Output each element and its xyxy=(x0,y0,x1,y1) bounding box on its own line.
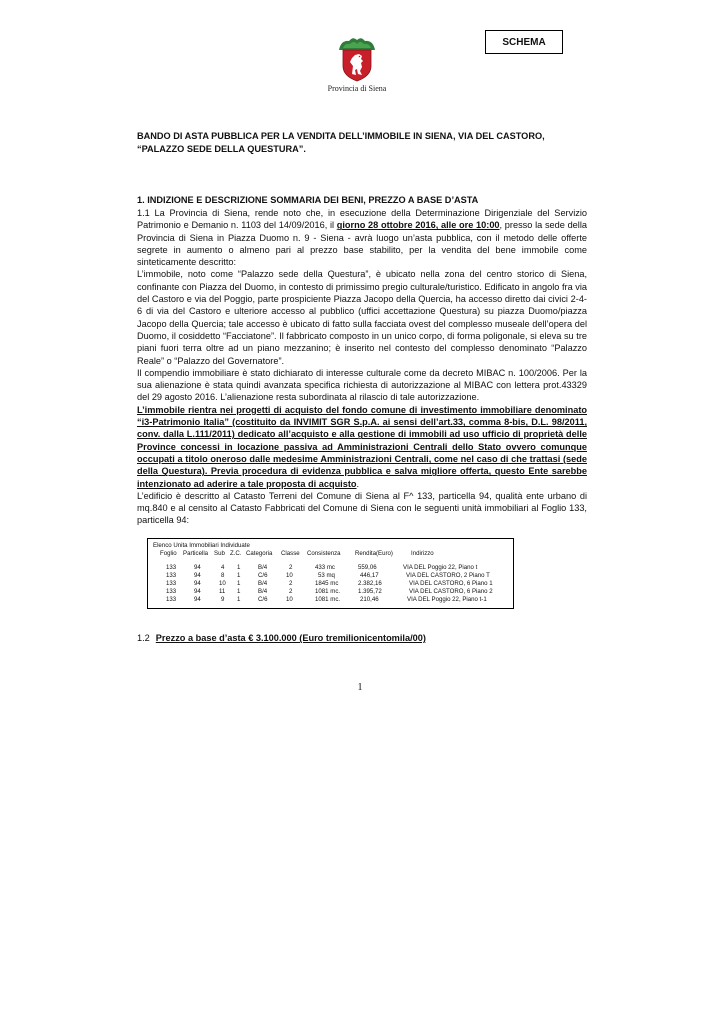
paragraph-catasto: L’edificio è descritto al Catasto Terreni del Comune di Siena al F^ 133, particella 94, qualità ente urbano di mq.840 e al censito al Catasto Fabbricati del Comune di Siena con le seguenti unità immobiliari al Foglio 133, particella 94: xyxy=(137,490,587,526)
table-cell: VIA DEL Poggio 22, Piano t-1 xyxy=(407,596,487,603)
table-cell: 1 xyxy=(237,572,241,579)
table-header-row xyxy=(148,550,513,558)
table-cell: VIA DEL CASTORO, 6 Piano 2 xyxy=(409,588,493,595)
table-cell: 10 xyxy=(286,572,293,579)
table-cell: 1 xyxy=(237,596,241,603)
table-row xyxy=(148,564,513,572)
base-price-value: Prezzo a base d’asta € 3.100.000 (Euro tremilionicentomila/00) xyxy=(155,633,426,643)
table-cell: 133 xyxy=(166,588,177,595)
table-header-cell: Consistenza xyxy=(307,550,341,557)
table-cell: 94 xyxy=(194,572,201,579)
table-cell: VIA DEL CASTORO, 2 Piano T xyxy=(406,572,490,579)
table-cell: 1 xyxy=(237,564,241,571)
table-cell: 2.382,16 xyxy=(358,580,382,587)
table-cell: 9 xyxy=(221,596,225,603)
table-cell: 10 xyxy=(286,596,293,603)
cadastral-table xyxy=(147,538,514,609)
table-cell: 11 xyxy=(219,588,226,595)
base-price-text xyxy=(137,633,426,643)
invimit-bold-text: L’immobile rientra nei progetti di acquisto del fondo comune di investimento immobiliare denominato “i3-Patrimonio Italia” (costituito da INVIMIT SGR S.p.A. ai sensi dell’art.33, comma 8-bis, D.L. 98/2011, conv. dalla L.111/2011) dedicato all’acquisto e alla gestione di immobili ad uso ufficio di proprietà delle Province concessi in locazione passiva ad Amministrazioni Centrali dello Stato ovvero comunque occupati a titolo oneroso dalle medesime Amministrazioni Centrali, come nel caso di che trattasi (sede della Questura). Previa procedura di evidenza pubblica e salva migliore offerta, questo Ente sarebbe intenzionato ad aderire a tale proposta di acquisto xyxy=(137,404,587,489)
table-cell: 94 xyxy=(194,564,201,571)
table-cell: C/6 xyxy=(258,596,268,603)
base-price-line xyxy=(137,633,587,643)
table-cell: 1 xyxy=(237,588,241,595)
table-cell: 1845 mc xyxy=(315,580,339,587)
p1-text-a: 1.1 La Provincia di Siena, rende noto che, in esecuzione della Determinazione Dirigenziale del Servizio Patrimonio e Demanio n. 1103 del 14/09/2016, il xyxy=(137,208,587,231)
table-header-cell: Classe xyxy=(281,550,300,557)
section-body xyxy=(137,207,587,527)
table-cell: C/6 xyxy=(258,572,268,579)
table-cell: 94 xyxy=(194,580,201,587)
logo-caption: Provincia di Siena xyxy=(327,84,387,93)
schema-label: SCHEMA xyxy=(485,30,563,54)
province-crest-logo xyxy=(335,36,379,82)
table-header-cell: Categoria xyxy=(246,550,273,557)
table-cell: 2 xyxy=(289,580,293,587)
table-cell: 2 xyxy=(289,564,293,571)
table-row xyxy=(148,572,513,580)
table-cell: 1081 mc. xyxy=(315,596,341,603)
table-cell: 1.395,72 xyxy=(358,588,382,595)
table-cell: 2 xyxy=(289,588,293,595)
table-cell: 133 xyxy=(166,596,177,603)
table-cell: VIA DEL CASTORO, 6 Piano 1 xyxy=(409,580,493,587)
table-cell: 446,17 xyxy=(360,572,379,579)
table-cell: 433 mc xyxy=(315,564,335,571)
paragraph-description: L’immobile, noto come “Palazzo sede della Questura”, è ubicato nella zona del centro storico di Siena, confinante con Piazza del Duomo, in contesto di primissimo pregio culturale/turistico. Edificato in angolo fra via del Castoro e via del Poggio, parte prospiciente Piazza Jacopo della Quercia, ha accesso diretto dai civici 2-4-6 di via del Castoro e ulteriore accesso al pubblico (uffici accettazione Questura) su piazza Duomo/piazza Jacopo della Quercia; tale accesso è ubicato di fatto sulla facciata ovest del complesso museale dell’opera del Duomo, il cosiddetto “Facciatone”. Il fabbricato composto in un unico corpo, di forma poligonale, si eleva su tre piani fuori terra oltre ad un piano mezzanino; è inserito nel contesto del complesso denominato “Palazzo Reale” o “Palazzo del Governatore”. xyxy=(137,269,587,366)
table-header-cell: Particella xyxy=(183,550,209,557)
table-header-cell: Indirizzo xyxy=(411,550,434,557)
table-row xyxy=(148,580,513,588)
table-header-cell: Z.C. xyxy=(230,550,242,557)
table-row xyxy=(148,588,513,596)
table-cell: B/4 xyxy=(258,588,268,595)
table-cell: 1081 mc. xyxy=(315,588,341,595)
table-cell: 559,06 xyxy=(358,564,377,571)
table-cell: B/4 xyxy=(258,564,268,571)
table-row xyxy=(148,596,513,604)
paragraph-1-1 xyxy=(137,207,587,268)
auction-date: giorno 28 ottobre 2016, alle ore 10:00 xyxy=(336,220,500,231)
table-header-cell: Foglio xyxy=(160,550,177,557)
table-cell: 1 xyxy=(237,580,241,587)
table-cell: 133 xyxy=(166,564,177,571)
table-cell: 94 xyxy=(194,588,201,595)
section-number: 1.2 xyxy=(137,633,150,643)
table-header-cell: Rendita(Euro) xyxy=(355,550,393,557)
table-cell: 133 xyxy=(166,572,177,579)
table-cell: 10 xyxy=(219,580,226,587)
table-title: Elenco Unita Immobiliari Individuate xyxy=(153,542,250,549)
document-title: BANDO DI ASTA PUBBLICA PER LA VENDITA DELL’IMMOBILE IN SIENA, VIA DEL CASTORO, “PALAZZO SEDE DELLA QUESTURA”. xyxy=(137,131,545,154)
table-cell: 4 xyxy=(221,564,225,571)
p1-text-b: , presso la sede della Provincia di Siena in Piazza Duomo n. 9 - Siena - avrà luogo un’asta pubblica, con il metodo delle offerte segrete in aumento o almeno pari al prezzo base stabilito, per la vendita del bene immobile come sinteticamente descritto: xyxy=(137,220,587,268)
paragraph-mibac: Il compendio immobiliare è stato dichiarato di interesse culturale come da decreto MIBAC n. 100/2006. Per la sua alienazione è stata quindi avanzata specifica richiesta di autorizzazione al MIBAC con lettera prot.43329 del 29 agosto 2016. L’alienazione resta subordinata al rilascio di tale autorizzazione. xyxy=(137,367,587,403)
table-cell: 94 xyxy=(194,596,201,603)
section-heading: 1. INDIZIONE E DESCRIZIONE SOMMARIA DEI BENI, PREZZO A BASE D’ASTA xyxy=(137,195,479,205)
table-cell: 53 mq xyxy=(318,572,335,579)
table-header-cell: Sub xyxy=(214,550,225,557)
table-cell: VIA DEL Poggio 22, Piano t xyxy=(403,564,478,571)
table-cell: 210,46 xyxy=(360,596,379,603)
table-cell: B/4 xyxy=(258,580,268,587)
table-cell: 133 xyxy=(166,580,177,587)
table-cell: 8 xyxy=(221,572,225,579)
paragraph-invimit xyxy=(137,404,587,490)
page-number: 1 xyxy=(357,682,363,693)
invimit-end: . xyxy=(356,478,360,489)
